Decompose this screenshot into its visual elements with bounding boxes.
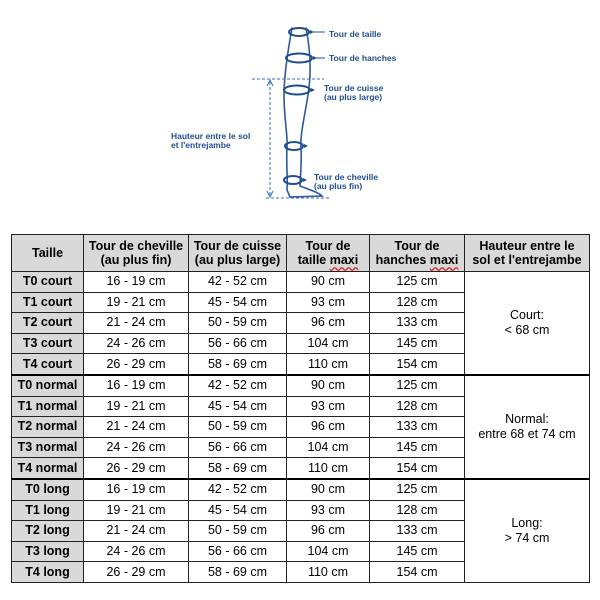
header-hauteur-line1: Hauteur entre le xyxy=(479,239,575,253)
size-name-cell: T4 long xyxy=(12,562,84,583)
cuisse-cell: 45 - 54 cm xyxy=(189,396,287,417)
label-hauteur xyxy=(171,132,250,150)
header-hauteur-line2: sol et l'entrejambe xyxy=(472,253,582,267)
header-cuisse-line1: Tour de cuisse xyxy=(193,239,282,253)
cuisse-cell: 58 - 69 cm xyxy=(189,562,287,583)
taille-cell: 90 cm xyxy=(287,272,370,293)
cheville-cell: 16 - 19 cm xyxy=(84,479,189,500)
taille-cell: 90 cm xyxy=(287,375,370,396)
cuisse-cell: 56 - 66 cm xyxy=(189,541,287,562)
cheville-cell: 16 - 19 cm xyxy=(84,375,189,396)
hanches-cell: 128 cm xyxy=(370,292,465,313)
hanches-cell: 133 cm xyxy=(370,313,465,334)
size-name-cell: T0 normal xyxy=(12,375,84,396)
header-cheville-line2: (au plus fin) xyxy=(100,253,172,267)
taille-cell: 96 cm xyxy=(287,521,370,542)
taille-cell: 110 cm xyxy=(287,562,370,583)
header-tour-taille-line1: Tour de xyxy=(305,239,351,253)
taille-cell: 93 cm xyxy=(287,292,370,313)
taille-cell: 104 cm xyxy=(287,333,370,354)
cheville-cell: 19 - 21 cm xyxy=(84,500,189,521)
header-cheville-line1: Tour de cheville xyxy=(88,239,184,253)
header-hanches-word: hanches xyxy=(375,253,430,267)
header-tour-cheville xyxy=(84,235,189,272)
size-name-cell: T1 court xyxy=(12,292,84,313)
taille-cell: 96 cm xyxy=(287,313,370,334)
size-name-cell: T0 court xyxy=(12,272,84,293)
size-name-cell: T2 long xyxy=(12,521,84,542)
category-cell xyxy=(465,479,590,582)
hanches-cell: 154 cm xyxy=(370,562,465,583)
hanches-cell: 125 cm xyxy=(370,375,465,396)
cuisse-cell: 50 - 59 cm xyxy=(189,521,287,542)
cheville-cell: 19 - 21 cm xyxy=(84,292,189,313)
cheville-cell: 16 - 19 cm xyxy=(84,272,189,293)
cuisse-cell: 42 - 52 cm xyxy=(189,272,287,293)
taille-cell: 110 cm xyxy=(287,458,370,479)
cuisse-cell: 56 - 66 cm xyxy=(189,333,287,354)
cheville-cell: 26 - 29 cm xyxy=(84,354,189,375)
header-tour-taille xyxy=(287,235,370,272)
label-tour-cuisse xyxy=(324,84,383,102)
taille-cell: 93 cm xyxy=(287,396,370,417)
category-line2: > 74 cm xyxy=(504,530,550,545)
category-line2: entre 68 et 74 cm xyxy=(478,426,576,441)
table-body xyxy=(12,272,590,583)
label-tour-cheville-line2: (au plus fin) xyxy=(314,181,363,191)
category-line2: < 68 cm xyxy=(504,322,550,337)
cheville-cell: 21 - 24 cm xyxy=(84,521,189,542)
category-cell xyxy=(465,272,590,375)
table-row xyxy=(12,479,590,500)
taille-cell: 93 cm xyxy=(287,500,370,521)
label-tour-hanches: Tour de hanches xyxy=(329,53,397,63)
label-hauteur-line1: Hauteur entre le sol xyxy=(171,131,251,141)
hip-loop xyxy=(286,54,312,63)
cheville-cell: 26 - 29 cm xyxy=(84,458,189,479)
hanches-cell: 154 cm xyxy=(370,354,465,375)
category-cell xyxy=(465,375,590,479)
category-line1: Long: xyxy=(511,515,543,530)
cheville-cell: 21 - 24 cm xyxy=(84,417,189,438)
label-tour-cuisse-line2: (au plus large) xyxy=(324,92,383,102)
label-tour-cheville xyxy=(314,173,378,191)
cuisse-cell: 42 - 52 cm xyxy=(189,479,287,500)
hanches-cell: 128 cm xyxy=(370,396,465,417)
cuisse-cell: 50 - 59 cm xyxy=(189,417,287,438)
cuisse-cell: 42 - 52 cm xyxy=(189,375,287,396)
header-hanches-line1: Tour de xyxy=(394,239,440,253)
size-name-cell: T1 long xyxy=(12,500,84,521)
cheville-cell: 24 - 26 cm xyxy=(84,437,189,458)
size-name-cell: T2 normal xyxy=(12,417,84,438)
hanches-cell: 125 cm xyxy=(370,272,465,293)
size-name-cell: T3 court xyxy=(12,333,84,354)
hanches-cell: 128 cm xyxy=(370,500,465,521)
leg-illustration xyxy=(160,20,420,205)
thigh-loop xyxy=(284,86,310,95)
header-tour-taille-line2 xyxy=(287,253,369,267)
cheville-cell: 24 - 26 cm xyxy=(84,333,189,354)
hanches-cell: 145 cm xyxy=(370,437,465,458)
category-line1: Court: xyxy=(509,307,545,322)
label-tour-taille: Tour de taille xyxy=(329,29,382,39)
table-row xyxy=(12,375,590,396)
size-name-cell: T1 normal xyxy=(12,396,84,417)
size-name-cell: T3 long xyxy=(12,541,84,562)
hanches-cell: 145 cm xyxy=(370,333,465,354)
size-name-cell: T4 court xyxy=(12,354,84,375)
header-tour-hanches xyxy=(370,235,465,272)
cheville-cell: 21 - 24 cm xyxy=(84,313,189,334)
taille-cell: 104 cm xyxy=(287,541,370,562)
category-line1: Normal: xyxy=(505,411,549,426)
cuisse-cell: 50 - 59 cm xyxy=(189,313,287,334)
cuisse-cell: 58 - 69 cm xyxy=(189,354,287,375)
cheville-cell: 19 - 21 cm xyxy=(84,396,189,417)
leg-measurement-diagram xyxy=(160,20,420,205)
taille-cell: 96 cm xyxy=(287,417,370,438)
cheville-cell: 24 - 26 cm xyxy=(84,541,189,562)
cuisse-cell: 56 - 66 cm xyxy=(189,437,287,458)
taille-cell: 110 cm xyxy=(287,354,370,375)
table-header-row xyxy=(12,235,590,272)
header-hanches-line2 xyxy=(370,253,464,267)
size-name-cell: T3 normal xyxy=(12,437,84,458)
header-hauteur xyxy=(465,235,590,272)
header-tour-taille-word: taille xyxy=(297,253,330,267)
cheville-cell: 26 - 29 cm xyxy=(84,562,189,583)
cuisse-cell: 45 - 54 cm xyxy=(189,292,287,313)
size-name-cell: T0 long xyxy=(12,479,84,500)
label-tour-cheville-line1: Tour de cheville xyxy=(314,172,379,182)
leg-outline-left xyxy=(284,28,292,197)
size-name-cell: T2 court xyxy=(12,313,84,334)
cuisse-cell: 45 - 54 cm xyxy=(189,500,287,521)
hanches-cell: 133 cm xyxy=(370,417,465,438)
taille-cell: 104 cm xyxy=(287,437,370,458)
header-tour-taille-maxi: maxi xyxy=(329,253,359,267)
header-hanches-maxi: maxi xyxy=(429,253,459,267)
header-tour-cuisse xyxy=(189,235,287,272)
hanches-cell: 145 cm xyxy=(370,541,465,562)
taille-cell: 90 cm xyxy=(287,479,370,500)
header-taille: Taille xyxy=(12,235,84,272)
size-name-cell: T4 normal xyxy=(12,458,84,479)
cuisse-cell: 58 - 69 cm xyxy=(189,458,287,479)
header-cuisse-line2: (au plus large) xyxy=(194,253,281,267)
hanches-cell: 133 cm xyxy=(370,521,465,542)
label-tour-cuisse-line1: Tour de cuisse xyxy=(324,83,384,93)
table-row xyxy=(12,272,590,293)
hanches-cell: 125 cm xyxy=(370,479,465,500)
label-hauteur-line2: et l'entrejambe xyxy=(171,140,231,150)
hanches-cell: 154 cm xyxy=(370,458,465,479)
size-table xyxy=(11,234,590,583)
